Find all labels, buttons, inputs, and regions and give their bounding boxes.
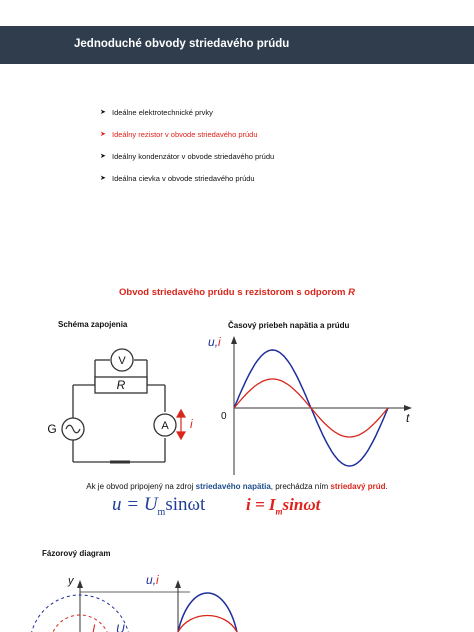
sentence-part: Ak je obvod pripojený na zdroj: [86, 482, 196, 491]
sentence-voltage: striedavého napätia: [195, 482, 271, 491]
formula-text: sinωt: [282, 495, 321, 514]
resistor-label: R: [116, 378, 126, 392]
phasor-diagram: [0, 570, 474, 632]
topic-item-capacitor[interactable]: [100, 152, 274, 174]
voltmeter-label: V: [118, 355, 126, 367]
formula-text: sinωt: [165, 494, 206, 515]
circuit-diagram: [40, 340, 200, 470]
formula-subscript: m: [157, 506, 166, 518]
explanation-sentence: [0, 482, 474, 491]
topic-item-resistor[interactable]: [100, 130, 274, 152]
topic-list: [100, 108, 274, 196]
topic-label: Ideálna cievka v obvode striedavého prúdu: [112, 174, 255, 183]
time-chart: [200, 330, 420, 480]
section-title: [0, 287, 474, 298]
sentence-part: .: [385, 482, 388, 491]
y-axis-label: u,i: [208, 335, 221, 349]
phasor-y-axis-label: y: [68, 575, 74, 587]
time-chart-label: Časový priebeh napätia a prúdu: [228, 321, 350, 330]
sentence-current: striedavý prúd: [330, 482, 386, 491]
phasor-i-label: I: [92, 622, 96, 632]
y-axis-arrow-icon: [231, 336, 237, 344]
arrow-bullet-icon: ➤: [100, 153, 106, 160]
sentence-part: , prechádza ním: [270, 482, 331, 491]
schema-label: Schéma zapojenia: [58, 320, 128, 329]
x-axis-label: t: [406, 411, 410, 425]
section-title-text: Obvod striedavého prúdu s rezistorom s odporom: [119, 287, 349, 298]
page-title: Jednoduché obvody striedavého prúdu: [74, 38, 290, 50]
phasor-chart-axis-label: u,i: [146, 573, 159, 587]
current-arrow-icon: [177, 410, 185, 439]
generator-label: G: [47, 422, 57, 436]
voltage-formula: [112, 494, 205, 518]
topic-item-coil[interactable]: [100, 174, 274, 196]
topic-label: Ideálne elektrotechnické prvky: [112, 108, 213, 117]
topic-label: Ideálny kondenzátor v obvode striedavého prúdu: [112, 152, 275, 161]
current-formula: [246, 495, 320, 516]
section-title-variable: R: [348, 287, 355, 298]
arrow-bullet-icon: ➤: [100, 175, 106, 182]
topic-item-elements[interactable]: [100, 108, 274, 130]
topic-label: Ideálny rezistor v obvode striedavého prúdu: [112, 130, 258, 139]
arrow-bullet-icon: ➤: [100, 131, 106, 138]
phasor-chart-y-arrow-icon: [175, 580, 181, 588]
formula-text: u = U: [112, 494, 158, 515]
phasor-voltage-curve: [178, 593, 237, 632]
ammeter-label: A: [161, 420, 169, 432]
phasor-label: Fázorový diagram: [42, 549, 111, 558]
arrow-bullet-icon: ➤: [100, 109, 106, 116]
current-label: i: [190, 417, 193, 431]
phasor-y-arrow-icon: [77, 580, 83, 588]
header-bar: [0, 26, 474, 64]
formula-subscript: m: [275, 506, 283, 517]
phasor-current-curve: [178, 616, 237, 632]
origin-label: 0: [221, 411, 227, 422]
phasor-u-label: U: [116, 622, 125, 632]
formula-text: i = I: [246, 495, 276, 514]
